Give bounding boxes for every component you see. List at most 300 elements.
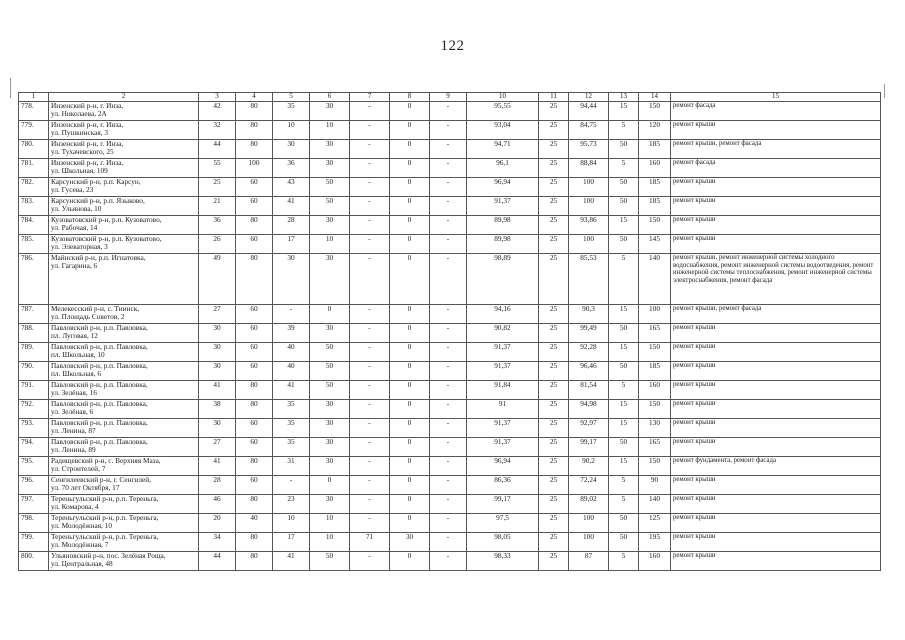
value-cell-c12: 92,97 [569, 419, 609, 438]
address-district-line: Карсунский р-н, р.п. Карсун, [51, 177, 141, 186]
value-cell-c4: 60 [236, 419, 273, 438]
column-header: 4 [236, 93, 273, 102]
value-cell-c7: - [350, 235, 390, 254]
value-cell-c12: 72,24 [569, 476, 609, 495]
scan-margin-line-left [10, 78, 11, 98]
value-cell-c14: 185 [639, 178, 671, 197]
value-cell-c8: 0 [390, 419, 430, 438]
value-cell-c11: 25 [539, 419, 569, 438]
value-cell-c3: 41 [199, 457, 236, 476]
column-header: 10 [467, 93, 539, 102]
table-row [19, 343, 881, 362]
address-street-line: ул. Площадь Советов, 2 [51, 312, 125, 322]
address-cell [49, 216, 199, 235]
value-cell-c11: 25 [539, 476, 569, 495]
address-district-line: Инзенский р-н, г. Инза, [51, 101, 124, 110]
address-street-line: ул. Центральная, 48 [51, 559, 113, 569]
value-cell-c14: 120 [639, 121, 671, 140]
value-cell-c6: 30 [310, 140, 350, 159]
repair-works-cell: ремонт фасада [671, 159, 881, 178]
table-row [19, 514, 881, 533]
repair-works-cell: ремонт крыши [671, 216, 881, 235]
value-cell-c8: 0 [390, 102, 430, 121]
value-cell-c10: 91,37 [467, 197, 539, 216]
address-cell [49, 140, 199, 159]
value-cell-c13: 15 [609, 419, 639, 438]
value-cell-c11: 25 [539, 235, 569, 254]
value-cell-c14: 185 [639, 362, 671, 381]
column-header: 12 [569, 93, 609, 102]
value-cell-c10: 86,36 [467, 476, 539, 495]
value-cell-c6: 10 [310, 235, 350, 254]
value-cell-c7: 71 [350, 533, 390, 552]
address-district-line: Павловский р-н, р.п. Павловка, [51, 418, 148, 427]
value-cell-c11: 25 [539, 140, 569, 159]
value-cell-c14: 145 [639, 235, 671, 254]
row-number-cell: 792. [19, 400, 49, 419]
value-cell-c9: - [430, 362, 467, 381]
repair-works-cell: ремонт крыши [671, 121, 881, 140]
value-cell-c9: - [430, 121, 467, 140]
value-cell-c12: 85,53 [569, 254, 609, 305]
value-cell-c11: 25 [539, 178, 569, 197]
value-cell-c14: 125 [639, 514, 671, 533]
value-cell-c5: 43 [273, 178, 310, 197]
column-header: 8 [390, 93, 430, 102]
address-district-line: Карсунский р-н, р.п. Языково, [51, 196, 145, 205]
value-cell-c12: 88,84 [569, 159, 609, 178]
value-cell-c9: - [430, 178, 467, 197]
address-cell [49, 476, 199, 495]
address-street-line: ул. Школьная, 109 [51, 166, 108, 176]
value-cell-c10: 96,94 [467, 457, 539, 476]
value-cell-c4: 80 [236, 381, 273, 400]
value-cell-c8: 0 [390, 457, 430, 476]
address-cell [49, 419, 199, 438]
value-cell-c3: 34 [199, 533, 236, 552]
value-cell-c12: 87 [569, 552, 609, 571]
value-cell-c8: 0 [390, 216, 430, 235]
value-cell-c6: 30 [310, 216, 350, 235]
repair-works-cell: ремонт крыши [671, 495, 881, 514]
value-cell-c5: 28 [273, 216, 310, 235]
value-cell-c11: 25 [539, 197, 569, 216]
value-cell-c13: 50 [609, 324, 639, 343]
value-cell-c10: 96,1 [467, 159, 539, 178]
value-cell-c3: 49 [199, 254, 236, 305]
value-cell-c4: 60 [236, 438, 273, 457]
value-cell-c11: 25 [539, 457, 569, 476]
repair-works-cell: ремонт фундамента, ремонт фасада [671, 457, 881, 476]
value-cell-c5: 36 [273, 159, 310, 178]
value-cell-c5: 35 [273, 102, 310, 121]
value-cell-c3: 30 [199, 362, 236, 381]
repair-works-cell: ремонт крыши [671, 362, 881, 381]
row-number-cell: 799. [19, 533, 49, 552]
value-cell-c8: 0 [390, 197, 430, 216]
row-number-cell: 796. [19, 476, 49, 495]
housing-repair-table [18, 92, 881, 571]
table-row [19, 178, 881, 197]
table-row [19, 324, 881, 343]
value-cell-c6: 30 [310, 400, 350, 419]
row-number-cell: 783. [19, 197, 49, 216]
value-cell-c9: - [430, 533, 467, 552]
address-district-line: Майнский р-н, р.п. Игнатовка, [51, 253, 146, 262]
value-cell-c3: 26 [199, 235, 236, 254]
value-cell-c11: 25 [539, 121, 569, 140]
value-cell-c8: 0 [390, 381, 430, 400]
value-cell-c6: 50 [310, 362, 350, 381]
row-number-cell: 782. [19, 178, 49, 197]
repair-works-cell: ремонт крыши [671, 197, 881, 216]
value-cell-c9: - [430, 235, 467, 254]
value-cell-c4: 80 [236, 121, 273, 140]
value-cell-c11: 25 [539, 343, 569, 362]
value-cell-c11: 25 [539, 362, 569, 381]
value-cell-c6: 30 [310, 495, 350, 514]
value-cell-c4: 60 [236, 324, 273, 343]
row-number-cell: 789. [19, 343, 49, 362]
value-cell-c12: 100 [569, 514, 609, 533]
value-cell-c13: 50 [609, 514, 639, 533]
repair-works-cell: ремонт крыши, ремонт инженерной системы холодного водоснабжения, ремонт инженерной системы водоотведения, ремонт инженерной системы теплоснабжения, ремонт инженерной системы электроснабжения, ремонт фасада [671, 254, 881, 305]
address-cell [49, 159, 199, 178]
value-cell-c14: 185 [639, 197, 671, 216]
value-cell-c3: 20 [199, 514, 236, 533]
address-cell [49, 381, 199, 400]
value-cell-c5: - [273, 476, 310, 495]
value-cell-c7: - [350, 552, 390, 571]
address-district-line: Павловский р-н, р.п. Павловка, [51, 361, 148, 370]
value-cell-c14: 195 [639, 533, 671, 552]
address-district-line: Тереньгульский р-н, р.п. Тереньга, [51, 494, 159, 503]
value-cell-c12: 89,02 [569, 495, 609, 514]
repair-works-cell: ремонт фасада [671, 102, 881, 121]
value-cell-c4: 80 [236, 457, 273, 476]
value-cell-c10: 91,37 [467, 419, 539, 438]
address-district-line: Ульяновский р-н, пос. Зелёная Роща, [51, 551, 166, 560]
row-number-cell: 797. [19, 495, 49, 514]
table-body [19, 102, 881, 571]
address-cell [49, 305, 199, 324]
address-district-line: Радищевский р-н, с. Верхняя Маза, [51, 456, 161, 465]
value-cell-c14: 150 [639, 216, 671, 235]
table-row [19, 121, 881, 140]
value-cell-c4: 80 [236, 552, 273, 571]
column-header: 14 [639, 93, 671, 102]
address-street-line: пл. Луговая, 12 [51, 331, 98, 341]
value-cell-c3: 27 [199, 438, 236, 457]
value-cell-c4: 80 [236, 400, 273, 419]
value-cell-c5: 39 [273, 324, 310, 343]
address-district-line: Мелекесский р-н, с. Тиинск, [51, 304, 140, 313]
value-cell-c8: 0 [390, 400, 430, 419]
value-cell-c3: 42 [199, 102, 236, 121]
address-street-line: ул. Зелёная, 6 [51, 407, 94, 417]
column-header: 5 [273, 93, 310, 102]
table-row [19, 362, 881, 381]
table-row [19, 495, 881, 514]
value-cell-c5: 23 [273, 495, 310, 514]
value-cell-c3: 44 [199, 552, 236, 571]
value-cell-c4: 80 [236, 216, 273, 235]
address-street-line: ул. Молодёжная, 7 [51, 540, 109, 550]
value-cell-c14: 165 [639, 438, 671, 457]
address-cell [49, 254, 199, 305]
value-cell-c13: 5 [609, 121, 639, 140]
value-cell-c10: 98,33 [467, 552, 539, 571]
value-cell-c12: 94,44 [569, 102, 609, 121]
value-cell-c10: 91 [467, 400, 539, 419]
value-cell-c10: 91,37 [467, 362, 539, 381]
value-cell-c11: 25 [539, 381, 569, 400]
value-cell-c3: 55 [199, 159, 236, 178]
value-cell-c13: 50 [609, 197, 639, 216]
row-number-cell: 779. [19, 121, 49, 140]
value-cell-c6: 30 [310, 457, 350, 476]
value-cell-c10: 95,55 [467, 102, 539, 121]
table-row [19, 457, 881, 476]
value-cell-c12: 100 [569, 235, 609, 254]
column-header: 9 [430, 93, 467, 102]
column-header: 2 [49, 93, 199, 102]
value-cell-c4: 100 [236, 159, 273, 178]
value-cell-c6: 50 [310, 381, 350, 400]
row-number-cell: 788. [19, 324, 49, 343]
value-cell-c9: - [430, 102, 467, 121]
address-street-line: ул. Ульянова, 10 [51, 204, 102, 214]
value-cell-c11: 25 [539, 533, 569, 552]
value-cell-c14: 185 [639, 140, 671, 159]
table-row [19, 102, 881, 121]
value-cell-c4: 60 [236, 305, 273, 324]
address-district-line: Тереньгульский р-н, р.п. Тереньга, [51, 513, 159, 522]
repair-works-cell: ремонт крыши [671, 438, 881, 457]
value-cell-c11: 25 [539, 514, 569, 533]
value-cell-c6: 30 [310, 438, 350, 457]
value-cell-c8: 0 [390, 305, 430, 324]
value-cell-c11: 25 [539, 305, 569, 324]
value-cell-c10: 90,82 [467, 324, 539, 343]
repair-works-cell: ремонт крыши, ремонт фасада [671, 140, 881, 159]
value-cell-c6: 50 [310, 197, 350, 216]
value-cell-c8: 0 [390, 514, 430, 533]
value-cell-c11: 25 [539, 495, 569, 514]
value-cell-c6: 0 [310, 305, 350, 324]
value-cell-c12: 99,17 [569, 438, 609, 457]
repair-works-cell: ремонт крыши [671, 178, 881, 197]
value-cell-c8: 0 [390, 552, 430, 571]
scan-margin-line-right [884, 84, 885, 98]
column-header: 11 [539, 93, 569, 102]
value-cell-c13: 50 [609, 533, 639, 552]
table-row [19, 419, 881, 438]
value-cell-c3: 30 [199, 324, 236, 343]
value-cell-c10: 89,98 [467, 216, 539, 235]
table-row [19, 400, 881, 419]
value-cell-c5: 30 [273, 254, 310, 305]
value-cell-c3: 27 [199, 305, 236, 324]
value-cell-c9: - [430, 457, 467, 476]
value-cell-c13: 50 [609, 235, 639, 254]
value-cell-c7: - [350, 197, 390, 216]
column-header: 6 [310, 93, 350, 102]
value-cell-c7: - [350, 121, 390, 140]
address-district-line: Павловский р-н, р.п. Павловка, [51, 342, 148, 351]
address-street-line: пл. Школьная, 10 [51, 350, 105, 360]
row-number-cell: 795. [19, 457, 49, 476]
value-cell-c12: 95,73 [569, 140, 609, 159]
address-street-line: ул. Пушкинская, 3 [51, 128, 109, 138]
value-cell-c7: - [350, 362, 390, 381]
table-row [19, 197, 881, 216]
value-cell-c7: - [350, 400, 390, 419]
value-cell-c5: 41 [273, 381, 310, 400]
address-district-line: Кузоватовский р-н, р.п. Кузоватово, [51, 234, 162, 243]
value-cell-c6: 50 [310, 343, 350, 362]
value-cell-c13: 5 [609, 254, 639, 305]
value-cell-c5: 41 [273, 197, 310, 216]
table-row [19, 159, 881, 178]
value-cell-c5: 17 [273, 235, 310, 254]
value-cell-c10: 97,5 [467, 514, 539, 533]
value-cell-c9: - [430, 400, 467, 419]
value-cell-c6: 30 [310, 102, 350, 121]
address-street-line: ул. Гусева, 23 [51, 185, 94, 195]
address-street-line: ул. Тухачевского, 25 [51, 147, 114, 157]
address-cell [49, 197, 199, 216]
table-row [19, 533, 881, 552]
value-cell-c11: 25 [539, 254, 569, 305]
address-district-line: Сенгилеевский р-н, г. Сенгилей, [51, 475, 151, 484]
value-cell-c4: 40 [236, 514, 273, 533]
value-cell-c13: 15 [609, 216, 639, 235]
address-street-line: ул. Элеваторная, 3 [51, 242, 108, 252]
value-cell-c7: - [350, 343, 390, 362]
value-cell-c3: 30 [199, 343, 236, 362]
value-cell-c14: 150 [639, 400, 671, 419]
address-street-line: ул. Ленина, 89 [51, 445, 96, 455]
value-cell-c8: 0 [390, 235, 430, 254]
repair-works-cell: ремонт крыши [671, 514, 881, 533]
column-number-row [19, 93, 881, 102]
column-header: 13 [609, 93, 639, 102]
value-cell-c11: 25 [539, 324, 569, 343]
value-cell-c14: 160 [639, 552, 671, 571]
value-cell-c13: 5 [609, 476, 639, 495]
value-cell-c13: 50 [609, 140, 639, 159]
column-header: 7 [350, 93, 390, 102]
value-cell-c7: - [350, 305, 390, 324]
value-cell-c10: 98,05 [467, 533, 539, 552]
value-cell-c3: 32 [199, 121, 236, 140]
value-cell-c7: - [350, 419, 390, 438]
value-cell-c13: 5 [609, 381, 639, 400]
value-cell-c8: 0 [390, 324, 430, 343]
page-number: 122 [440, 38, 465, 54]
value-cell-c13: 50 [609, 178, 639, 197]
value-cell-c9: - [430, 476, 467, 495]
address-cell [49, 400, 199, 419]
value-cell-c6: 50 [310, 552, 350, 571]
table-row [19, 216, 881, 235]
table-row [19, 552, 881, 571]
value-cell-c12: 96,46 [569, 362, 609, 381]
address-district-line: Инзенский р-н, г. Инза, [51, 139, 124, 148]
value-cell-c11: 25 [539, 400, 569, 419]
value-cell-c9: - [430, 514, 467, 533]
value-cell-c6: 10 [310, 533, 350, 552]
value-cell-c3: 30 [199, 419, 236, 438]
value-cell-c8: 0 [390, 159, 430, 178]
value-cell-c3: 46 [199, 495, 236, 514]
value-cell-c5: 10 [273, 121, 310, 140]
value-cell-c4: 60 [236, 476, 273, 495]
column-header: 15 [671, 93, 881, 102]
value-cell-c10: 91,37 [467, 438, 539, 457]
value-cell-c12: 99,49 [569, 324, 609, 343]
value-cell-c7: - [350, 178, 390, 197]
value-cell-c13: 5 [609, 495, 639, 514]
value-cell-c10: 91,84 [467, 381, 539, 400]
value-cell-c5: - [273, 305, 310, 324]
value-cell-c4: 80 [236, 495, 273, 514]
address-cell [49, 102, 199, 121]
address-district-line: Павловский р-н, р.п. Павловка, [51, 323, 148, 332]
address-cell [49, 438, 199, 457]
address-street-line: пл. Школьная, 6 [51, 369, 102, 379]
table-row [19, 476, 881, 495]
value-cell-c7: - [350, 514, 390, 533]
repair-works-cell: ремонт крыши [671, 552, 881, 571]
value-cell-c7: - [350, 102, 390, 121]
value-cell-c7: - [350, 457, 390, 476]
value-cell-c5: 17 [273, 533, 310, 552]
value-cell-c4: 60 [236, 197, 273, 216]
address-street-line: ул. Гагарина, 6 [51, 261, 98, 271]
value-cell-c9: - [430, 343, 467, 362]
value-cell-c5: 31 [273, 457, 310, 476]
table-row [19, 381, 881, 400]
value-cell-c13: 15 [609, 102, 639, 121]
value-cell-c13: 15 [609, 400, 639, 419]
table-row [19, 140, 881, 159]
row-number-cell: 791. [19, 381, 49, 400]
value-cell-c6: 10 [310, 514, 350, 533]
value-cell-c9: - [430, 254, 467, 305]
value-cell-c3: 25 [199, 178, 236, 197]
repair-works-cell: ремонт крыши [671, 381, 881, 400]
value-cell-c8: 0 [390, 495, 430, 514]
value-cell-c7: - [350, 140, 390, 159]
repair-works-cell: ремонт крыши [671, 343, 881, 362]
value-cell-c5: 41 [273, 552, 310, 571]
value-cell-c12: 100 [569, 197, 609, 216]
value-cell-c11: 25 [539, 552, 569, 571]
value-cell-c6: 50 [310, 178, 350, 197]
row-number-cell: 786. [19, 254, 49, 305]
value-cell-c8: 0 [390, 343, 430, 362]
value-cell-c7: - [350, 159, 390, 178]
address-cell [49, 235, 199, 254]
row-number-cell: 787. [19, 305, 49, 324]
value-cell-c11: 25 [539, 102, 569, 121]
value-cell-c3: 44 [199, 140, 236, 159]
address-street-line: ул. 70 лет Октября, 17 [51, 483, 120, 493]
address-street-line: ул. Зелёная, 16 [51, 388, 97, 398]
value-cell-c8: 30 [390, 533, 430, 552]
